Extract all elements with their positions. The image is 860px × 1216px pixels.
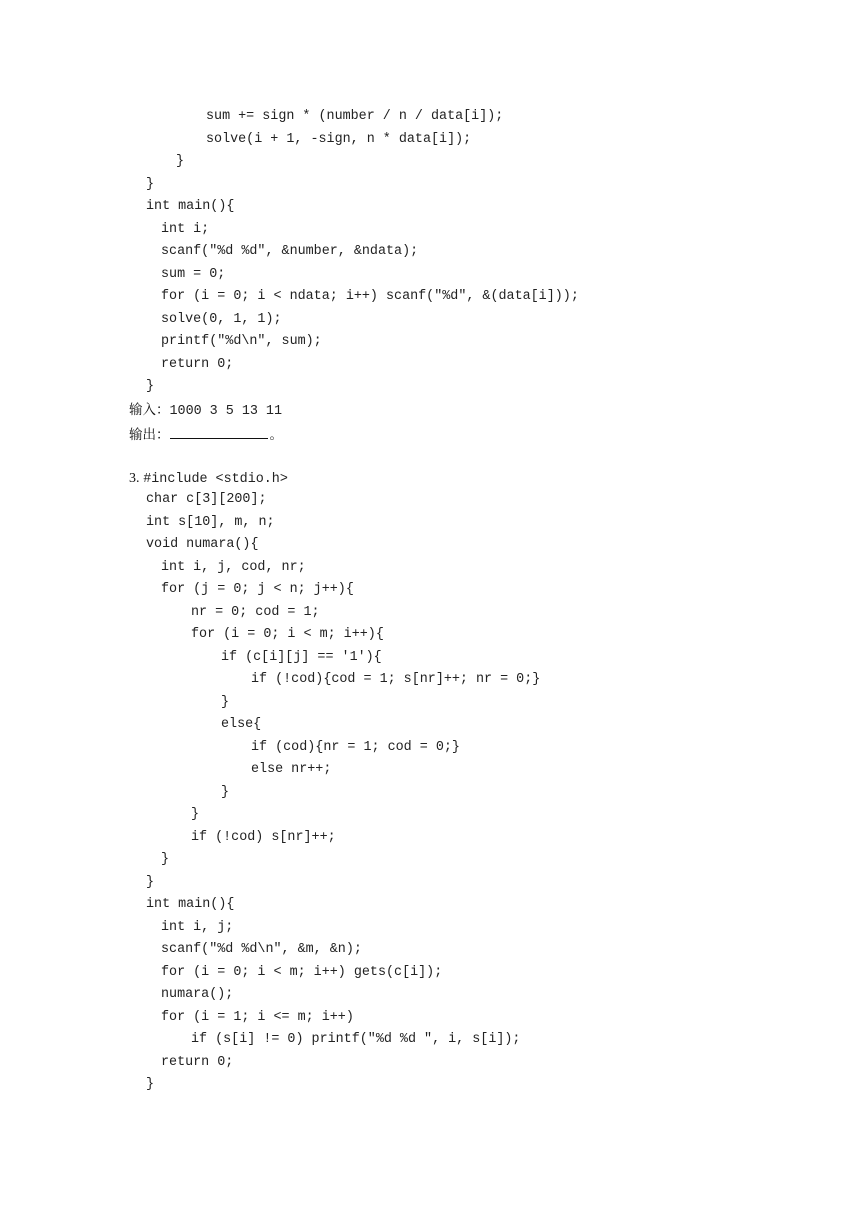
code-line: int i, j; bbox=[161, 920, 234, 935]
code-line: } bbox=[161, 852, 170, 867]
code-line: else{ bbox=[221, 717, 262, 732]
code-line: } bbox=[221, 785, 230, 800]
code-line: void numara(){ bbox=[146, 537, 259, 552]
answer-blank bbox=[170, 425, 268, 439]
code-line: int i, j, cod, nr; bbox=[161, 560, 306, 575]
problem-number: 3. bbox=[129, 471, 140, 486]
output-end: 。 bbox=[269, 427, 283, 443]
code-line: int main(){ bbox=[146, 897, 235, 912]
code-line: for (i = 0; i < ndata; i++) scanf("%d", &(data[i])); bbox=[161, 289, 579, 304]
code-line: for (i = 1; i <= m; i++) bbox=[161, 1010, 354, 1025]
code-line: else nr++; bbox=[251, 762, 332, 777]
code-line: if (c[i][j] == '1'){ bbox=[221, 650, 382, 665]
code-line: if (cod){nr = 1; cod = 0;} bbox=[251, 740, 460, 755]
problem-3-header bbox=[129, 469, 288, 489]
input-line bbox=[129, 401, 282, 421]
code-line: if (s[i] != 0) printf("%d %d ", i, s[i]); bbox=[191, 1032, 521, 1047]
code-line: #include <stdio.h> bbox=[143, 472, 288, 487]
code-line: int s[10], m, n; bbox=[146, 515, 275, 530]
code-line: solve(0, 1, 1); bbox=[161, 312, 282, 327]
code-line: } bbox=[221, 695, 230, 710]
code-line: for (i = 0; i < m; i++){ bbox=[191, 627, 384, 642]
code-line: } bbox=[191, 807, 200, 822]
code-line: solve(i + 1, -sign, n * data[i]); bbox=[206, 132, 472, 147]
code-line: int main(){ bbox=[146, 199, 235, 214]
code-line: char c[3][200]; bbox=[146, 492, 267, 507]
code-line: scanf("%d %d", &number, &ndata); bbox=[161, 244, 419, 259]
input-label: 输入： bbox=[129, 402, 170, 418]
code-line: if (!cod){cod = 1; s[nr]++; nr = 0;} bbox=[251, 672, 541, 687]
code-line: for (j = 0; j < n; j++){ bbox=[161, 582, 354, 597]
output-line bbox=[129, 425, 283, 444]
code-line: numara(); bbox=[161, 987, 234, 1002]
code-line: } bbox=[146, 875, 155, 890]
code-line: } bbox=[146, 379, 155, 394]
input-value: 1000 3 5 13 11 bbox=[169, 404, 282, 419]
code-line: } bbox=[176, 154, 185, 169]
code-line: sum = 0; bbox=[161, 267, 226, 282]
code-line: if (!cod) s[nr]++; bbox=[191, 830, 336, 845]
code-line: return 0; bbox=[161, 357, 234, 372]
code-line: printf("%d\n", sum); bbox=[161, 334, 322, 349]
code-line: } bbox=[146, 177, 155, 192]
output-label: 输出： bbox=[129, 427, 170, 443]
code-line: nr = 0; cod = 1; bbox=[191, 605, 320, 620]
code-line: for (i = 0; i < m; i++) gets(c[i]); bbox=[161, 965, 443, 980]
code-line: } bbox=[146, 1077, 155, 1092]
code-line: scanf("%d %d\n", &m, &n); bbox=[161, 942, 362, 957]
code-line: sum += sign * (number / n / data[i]); bbox=[206, 109, 504, 124]
code-line: return 0; bbox=[161, 1055, 234, 1070]
code-line: int i; bbox=[161, 222, 210, 237]
